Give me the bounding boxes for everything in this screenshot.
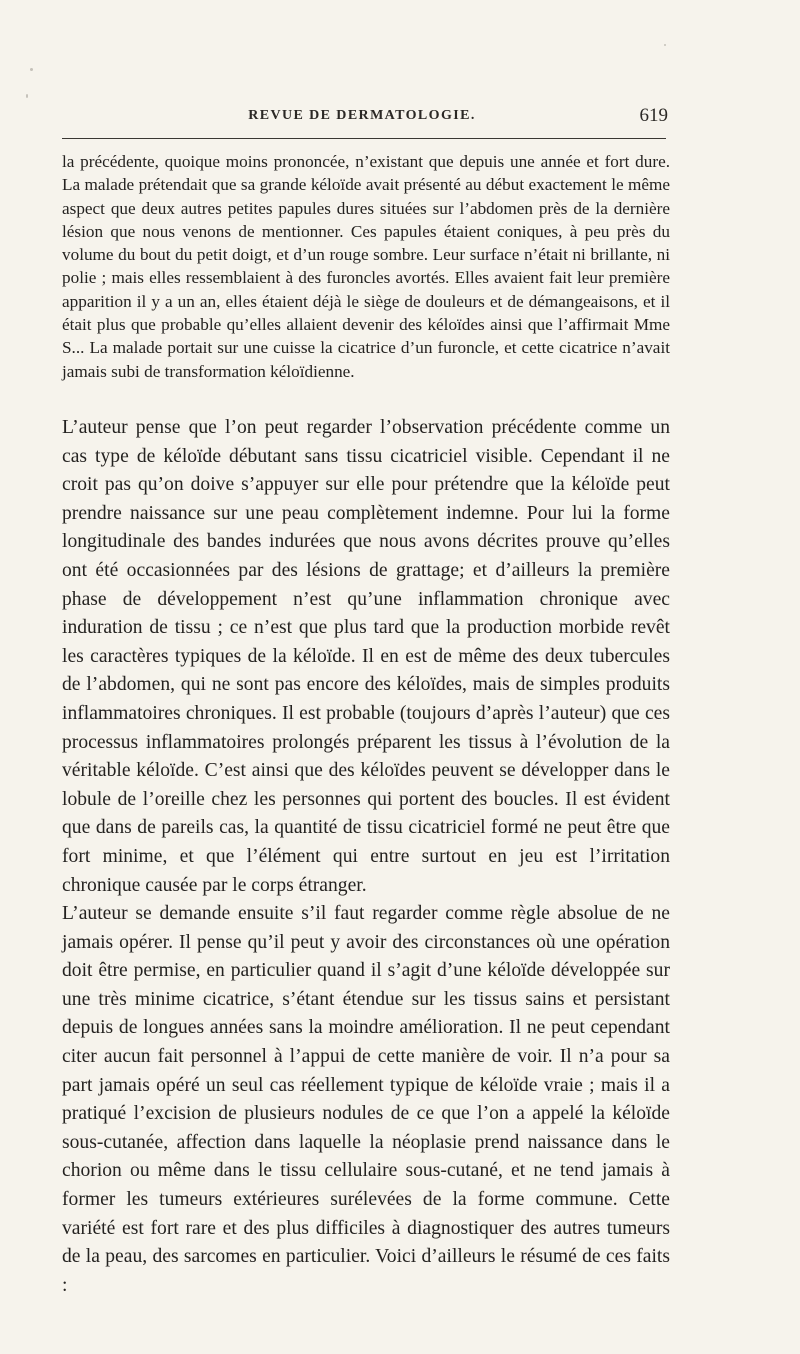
case-report-text [62,150,670,383]
paragraph-2: L’auteur pense que l’on peut regarder l’observation précédente comme un cas type de kéloïde débutant sans tissu cicatriciel visible. Cependant il ne croit pas qu’on doive s’appuyer sur elle pour prétendre que la kéloïde peut prendre naissance sur une peau complètement indemne. Pour lui la forme longitudinale des bandes indurées que nous avons décrites prouve qu’elles ont été occasionnées par des lésions de grattage; et d’ailleurs la première phase de développement n’est qu’une inflammation chronique avec induration de tissu ; ce n’est que plus tard que la production morbide revêt les caractères typiques de la kéloïde. Il en est de même des deux tubercules de l’abdomen, qui ne sont pas encore des kéloïdes, mais de simples produits inflammatoires chroniques. Il est probable (toujours d’après l’auteur) que ces processus inflammatoires prolongés préparent les tissus à l’évolution de la véritable kéloïde. C’est ainsi que des kéloïdes peuvent se développer dans le lobule de l’oreille chez les personnes qui portent des boucles. Il est évident que dans de pareils cas, la quantité de tissu cicatriciel formé ne peut être que fort minime, et que l’élément qui entre surtout en jeu est l’irritation chronique causée par le corps étranger. [62,417,670,896]
paper-speck [664,44,666,46]
paragraph-3: L’auteur se demande ensuite s’il faut regarder comme règle absolue de ne jamais opérer. Il pense qu’il peut y avoir des circonstances où une opération doit être permise, en particulier quand il s’agit d’une kéloïde développée sur une très minime cicatrice, s’étant étendue sur les tissus sains et persistant depuis de longues années sans la moindre amélioration. Il ne peut cependant citer aucun fait personnel à l’appui de cette manière de voir. Il n’a pour sa part jamais opéré un seul cas réellement typique de kéloïde vraie ; mais il a pratiqué l’excision de plusieurs nodules de ce que l’on a appelé la kéloïde sous-cutanée, affection dans laquelle la néoplasie prend naissance dans le chorion ou même dans le tissu cellulaire sous-cutané, et ne tend jamais à former les tumeurs extérieures surélevées de la forme commune. Cette variété est fort rare et des plus difficiles à diagnostiquer des autres tumeurs de la peau, des sarcomes en particulier. Voici d’ailleurs le résumé de ces faits : [62,903,670,1296]
paper-speck [30,68,33,71]
running-title: REVUE DE DERMATOLOGIE. [248,108,476,123]
main-text [62,414,670,1300]
page-number: 619 [639,105,668,126]
header-rule [62,138,666,139]
paper-speck [26,94,28,98]
running-header [62,105,668,134]
paragraph-small: la précédente, quoique moins prononcée, n’existant que depuis une année et fort dure. La malade prétendait que sa grande kéloïde avait présenté au début exactement le même aspect que deux autres petites papules dures situées sur l’abdomen près de la dernière lésion que nous venons de mentionner. Ces papules étaient coniques, à peu près du volume du bout du petit doigt, et d’un rouge sombre. Leur surface n’était ni brillante, ni polie ; mais elles ressemblaient à des furoncles avortés. Elles avaient fait leur première apparition il y a un an, elles étaient déjà le siège de douleurs et de démangeaisons, et il était plus que probable qu’elles allaient devenir des kéloïdes ainsi que l’affirmait Mme S... La malade portait sur une cuisse la cicatrice d’un furoncle, et cette cicatrice n’avait jamais subi de transformation kéloïdienne. [62,152,670,381]
